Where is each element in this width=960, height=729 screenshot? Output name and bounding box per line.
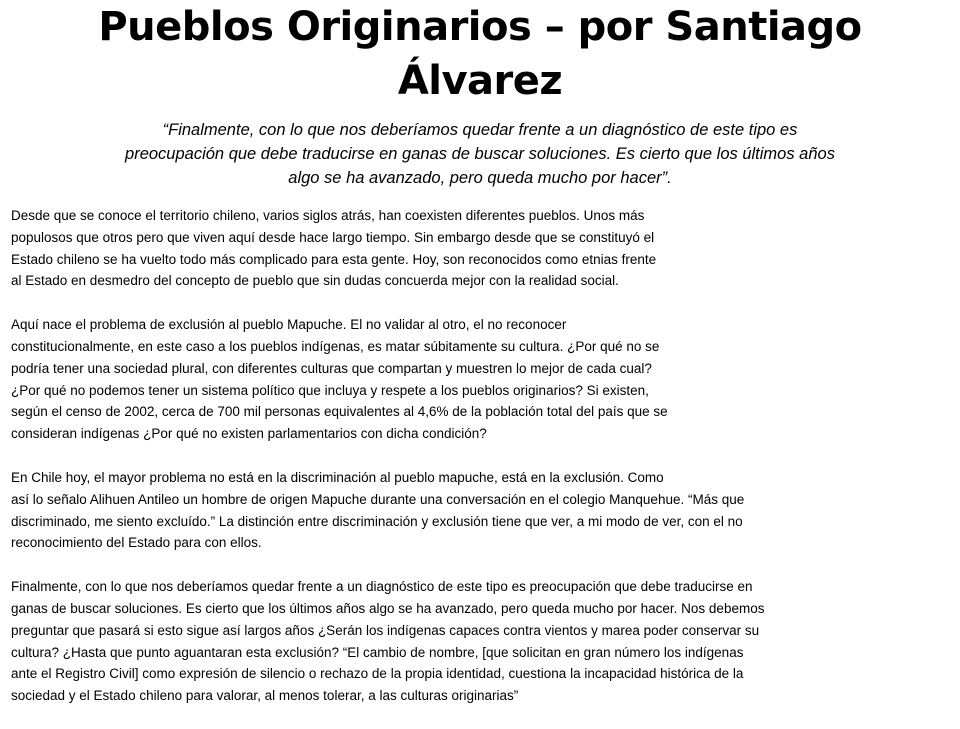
title-line: Pueblos Originarios – por Santiago (98, 4, 862, 50)
body-line: así lo señalo Alihuen Antileo un hombre de origen Mapuche durante una conversación en el colegio Manquehue. “Más que (11, 491, 745, 507)
body-line: consideran indígenas ¿Por qué no existen parlamentarios con dicha condición? (11, 426, 487, 442)
body-line: En Chile hoy, el mayor problema no está en la discriminación al pueblo mapuche, está en la exclusión. Como (11, 469, 664, 485)
paragraph-exclusion (11, 314, 891, 445)
paragraph-territory (11, 205, 891, 292)
body-line: reconocimiento del Estado para con ellos. (11, 535, 262, 551)
quote-line: “Finalmente, con lo que nos deberíamos quedar frente a un diagnóstico de este tipo es (162, 121, 798, 139)
body-line: Desde que se conoce el territorio chileno, varios siglos atrás, han coexisten diferentes pueblos. Unos más (11, 208, 645, 223)
body-text (11, 205, 891, 729)
body-line: Finalmente, con lo que nos deberíamos quedar frente a un diagnóstico de este tipo es preocupación que debe traducirse en (11, 579, 753, 595)
intro-quote (30, 118, 930, 190)
body-line: Aquí nace el problema de exclusión al pueblo Mapuche. El no validar al otro, el no reconocer (11, 317, 567, 333)
paragraph-conclusion (11, 576, 891, 707)
body-line: cultura? ¿Hasta que punto aguantaran esta exclusión? “El cambio de nombre, [que solicitan en gran número los indígenas (11, 644, 744, 660)
quote-line: preocupación que debe traducirse en ganas de buscar soluciones. Es cierto que los últimos años (125, 145, 835, 163)
slide-title (40, 0, 920, 108)
body-line: constitucionalmente, en este caso a los pueblos indígenas, es matar súbitamente su cultura. ¿Por qué no se (11, 338, 660, 354)
body-line: al Estado en desmedro del concepto de pueblo que sin dudas concuerda mejor con la realidad social. (11, 273, 619, 289)
body-line: Estado chileno se ha vuelto todo más complicado para esta gente. Hoy, son reconocidos como etnias frente (11, 251, 657, 267)
body-line: ante el Registro Civil] como expresión de silencio o rechazo de la propia identidad, cuestiona la incapacidad histórica de la (11, 666, 744, 682)
body-line: discriminado, me siento excluído.” La distinción entre discriminación y exclusión tiene que ver, a mi modo de ver, con el no (11, 513, 743, 529)
body-line: ¿Por qué no podemos tener un sistema político que incluya y respete a los pueblos originarios? Si existen, (11, 382, 649, 398)
body-line: preguntar que pasará si esto sigue así largos años ¿Serán los indígenas capaces contra vientos y marea poder conservar su (11, 622, 760, 638)
body-line: podría tener una sociedad plural, con diferentes culturas que compartan y muestren lo mejor de cada cual? (11, 360, 652, 376)
body-line: según el censo de 2002, cerca de 700 mil personas equivalentes al 4,6% de la población total del país que se (11, 404, 668, 420)
paragraph-discrimination (11, 467, 891, 554)
quote-line: algo se ha avanzado, pero queda mucho por hacer”. (288, 169, 672, 187)
body-line: ganas de buscar soluciones. Es cierto que los últimos años algo se ha avanzado, pero queda mucho por hacer. Nos debemos (11, 600, 765, 616)
body-line: populosos que otros pero que viven aquí desde hace largo tiempo. Sin embargo desde que se constituyó el (11, 229, 655, 245)
body-line: sociedad y el Estado chileno para valorar, al menos tolerar, a las culturas originarias” (11, 688, 519, 704)
title-line: Álvarez (397, 58, 563, 104)
